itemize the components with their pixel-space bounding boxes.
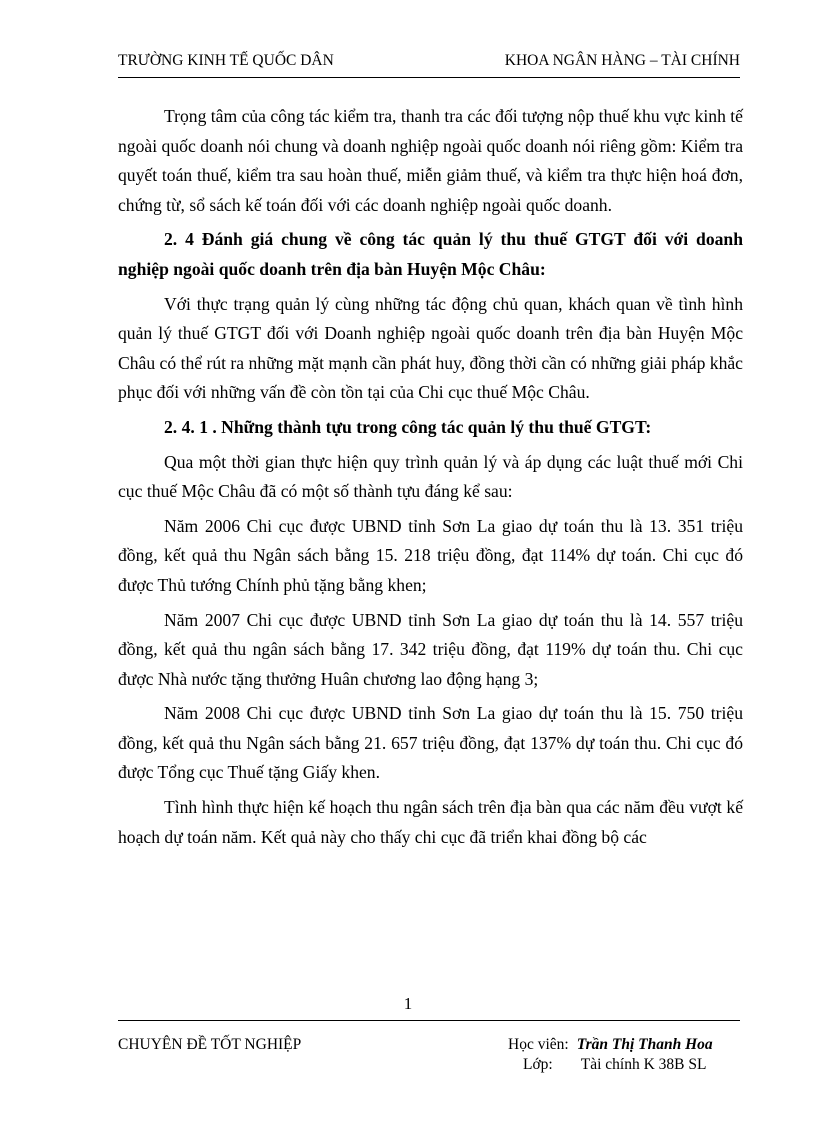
section-heading-2-4-1: 2. 4. 1 . Những thành tựu trong công tác quản lý thu thuế GTGT: [164, 416, 652, 437]
page-number: 1 [403, 994, 413, 1013]
footer-class-value: Tài chính K 38B SL [580, 1056, 707, 1073]
paragraph-inspection: Trọng tâm của công tác kiểm tra, thanh tra các đối tượng nộp thuế khu vực kinh tế ngoài quốc doanh nói chung và doanh nghiệp ngoài quốc doanh nói riêng gồm: Kiểm tra quyết toán thuế, kiểm tra sau hoàn thuế, miễn giảm thuế, và kiểm tra thực hiện hoá đơn, chứng từ, sổ sách kế toán đối với các doanh nghiệp ngoài quốc doanh. [118, 106, 743, 215]
header-school: TRƯỜNG KINH TẾ QUỐC DÂN [118, 52, 334, 69]
header-rule [118, 77, 740, 78]
paragraph-year-2007: Năm 2007 Chi cục được UBND tỉnh Sơn La giao dự toán thu là 14. 557 triệu đồng, kết quả thu ngân sách bằng 17. 342 triệu đồng, đạt 119% dự toán thu. Chi cục được Nhà nước tặng thưởng Huân chương lao động hạng 3; [118, 609, 743, 689]
footer-class [523, 1056, 706, 1074]
document-body [118, 102, 743, 857]
paragraph-year-2006: Năm 2006 Chi cục được UBND tỉnh Sơn La giao dự toán thu là 13. 351 triệu đồng, kết quả thu Ngân sách bằng 15. 218 triệu đồng, đạt 114% dự toán. Chi cục đó được Thủ tướng Chính phủ tặng bằng khen; [118, 515, 743, 595]
footer-student-label: Học viên: [508, 1036, 569, 1053]
paragraph-assessment: Với thực trạng quản lý cùng những tác động chủ quan, khách quan về tình hình quản lý thuế GTGT đối với Doanh nghiệp ngoài quốc doanh trên địa bàn Huyện Mộc Châu có thể rút ra những mặt mạnh cần phát huy, đồng thời cần có những giải pháp khắc phục đối với những vấn đề còn tồn tại của Chi cục thuế Mộc Châu. [118, 293, 743, 403]
page-header [118, 52, 740, 76]
footer-thesis-label: CHUYÊN ĐỀ TỐT NGHIỆP [118, 1036, 302, 1053]
paragraph-achievements-intro: Qua một thời gian thực hiện quy trình quản lý và áp dụng các luật thuế mới Chi cục thuế Mộc Châu đã có một số thành tựu đáng kể sau: [118, 451, 743, 502]
paragraph-year-2008: Năm 2008 Chi cục được UBND tỉnh Sơn La giao dự toán thu là 15. 750 triệu đồng, kết quả thu Ngân sách bằng 21. 657 triệu đồng, đạt 137% dự toán thu. Chi cục đó được Tổng cục Thuế tặng Giấy khen. [118, 703, 743, 783]
footer-class-label: Lớp: [523, 1056, 553, 1073]
footer-rule [118, 1020, 740, 1021]
footer-student [508, 1036, 713, 1054]
header-faculty: KHOA NGÂN HÀNG – TÀI CHÍNH [504, 52, 740, 69]
section-heading-2-4: 2. 4 Đánh giá chung về công tác quản lý thu thuế GTGT đối với doanh nghiệp ngoài quốc doanh trên địa bàn Huyện Mộc Châu: [118, 229, 743, 279]
footer-student-name: Trần Thị Thanh Hoa [576, 1036, 713, 1053]
paragraph-budget-plan: Tình hình thực hiện kế hoạch thu ngân sách trên địa bàn qua các năm đều vượt kế hoạch dự toán năm. Kết quả này cho thấy chi cục đã triển khai đồng bộ các [118, 797, 743, 847]
